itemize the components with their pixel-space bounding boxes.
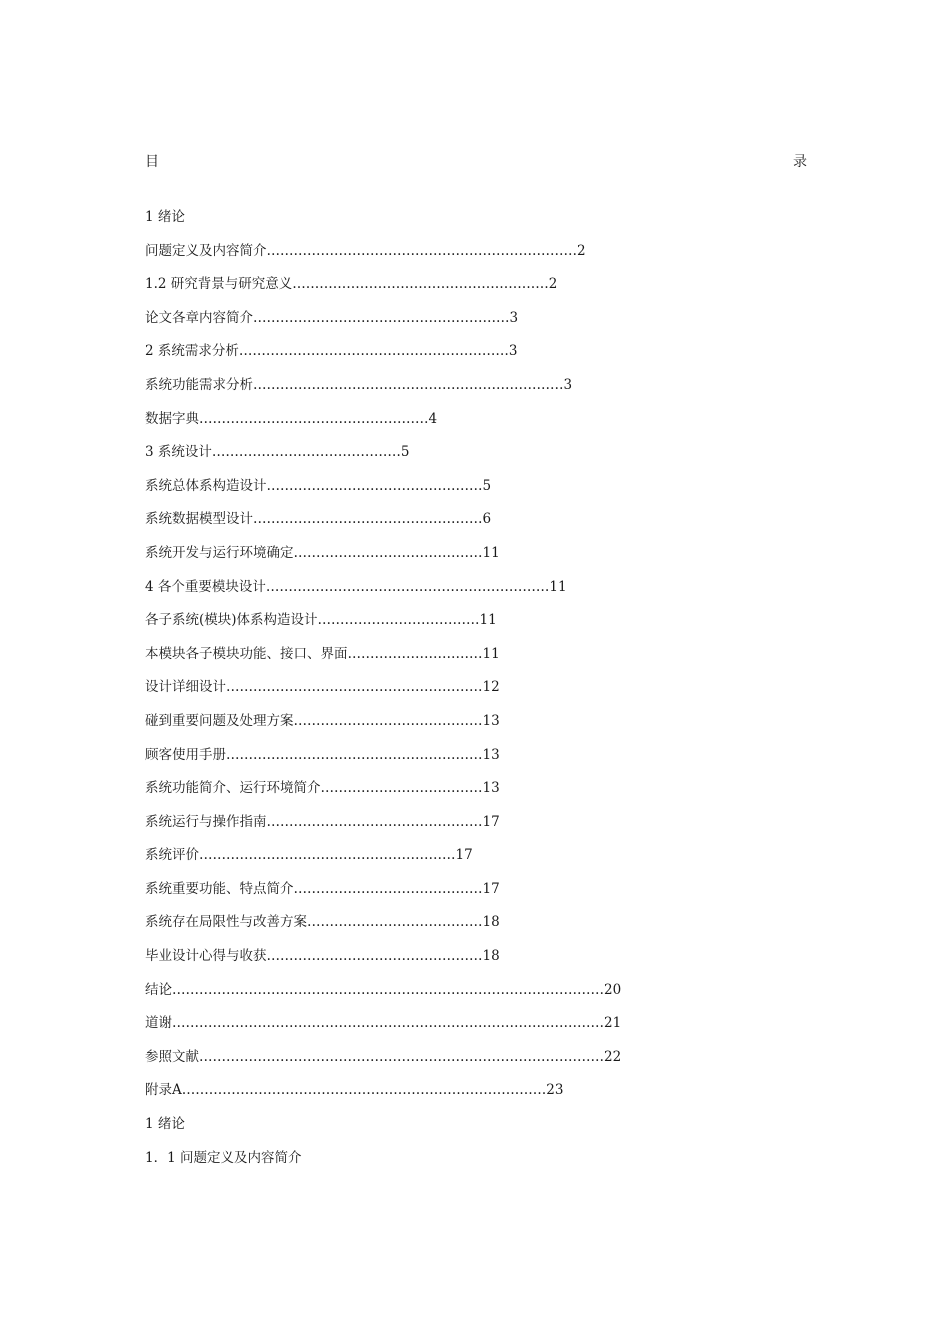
toc-line: 系统总体系构造设计…………………………………………5 [145,477,492,494]
toc-line: 附录A………………………………………………………………………23 [145,1082,564,1099]
toc-line: 1 绪论 [145,209,185,225]
toc-title-left: 目 [145,154,159,170]
toc-line: 3 系统设计……………………………………5 [145,444,410,461]
toc-title-right: 录 [793,154,807,170]
toc-line: 参照文献………………………………………………………………………………22 [145,1048,622,1065]
toc-line: 系统数据模型设计……………………………………………6 [145,511,492,528]
toc-line: 数据字典……………………………………………4 [145,410,438,427]
toc-line: 系统重要功能、特点简介……………………………………17 [145,880,500,897]
table-of-contents [145,207,845,1181]
subsection-heading: 1．1 问题定义及内容简介 [145,1149,302,1166]
toc-line: 设计详细设计…………………………………………………12 [145,679,500,696]
toc-line: 1.2 研究背景与研究意义…………………………………………………2 [145,276,558,293]
toc-line: 系统功能需求分析……………………………………………………………3 [145,376,573,393]
toc-line: 论文各章内容简介…………………………………………………3 [145,309,519,326]
toc-line: 顾客使用手册…………………………………………………13 [145,746,500,763]
toc-line: 系统存在局限性与改善方案…………………………………18 [145,914,500,931]
toc-line: 系统评价…………………………………………………17 [145,847,473,864]
section-heading: 1 绪论 [145,1116,185,1133]
toc-line: 结论……………………………………………………………………………………20 [145,981,622,998]
toc-line: 系统功能简介、运行环境简介………………………………13 [145,780,500,797]
toc-line: 各子系统(模块)体系构造设计………………………………11 [145,612,497,629]
toc-line: 系统运行与操作指南…………………………………………17 [145,813,500,830]
toc-line: 道谢……………………………………………………………………………………21 [145,1015,622,1032]
toc-line: 毕业设计心得与收获…………………………………………18 [145,948,500,965]
toc-line: 4 各个重要模块设计………………………………………………………11 [145,578,567,595]
toc-line: 2 系统需求分析……………………………………………………3 [145,343,518,360]
toc-line: 碰到重要问题及处理方案……………………………………13 [145,712,500,729]
toc-line: 本模块各子模块功能、接口、界面…………………………11 [145,645,500,662]
toc-line: 系统开发与运行环境确定……………………………………11 [145,544,500,561]
toc-line: 问题定义及内容简介……………………………………………………………2 [145,242,586,259]
